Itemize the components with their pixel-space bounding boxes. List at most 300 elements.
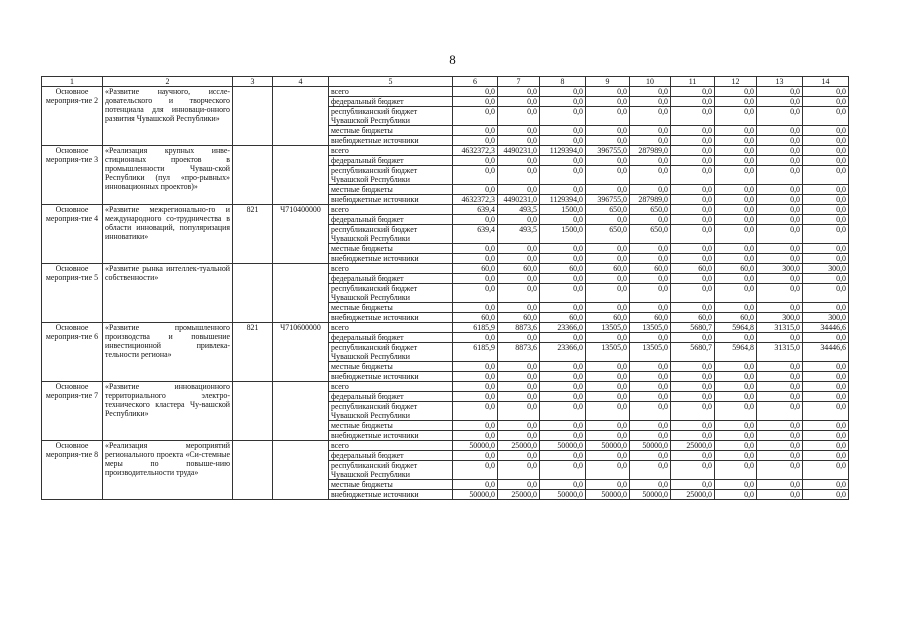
- amount-cell: 0,0: [671, 431, 715, 441]
- event-ministry-code: 821: [233, 205, 273, 264]
- amount-cell: 0,0: [453, 126, 498, 136]
- column-header-3: 3: [233, 77, 273, 87]
- column-header-2: 2: [103, 77, 233, 87]
- funding-source: местные бюджеты: [329, 244, 453, 254]
- funding-source: федеральный бюджет: [329, 215, 453, 225]
- amount-cell: 60,0: [715, 313, 757, 323]
- amount-cell: 0,0: [540, 244, 586, 254]
- amount-cell: 0,0: [586, 244, 630, 254]
- amount-cell: 0,0: [803, 333, 849, 343]
- amount-cell: 8873,6: [498, 343, 540, 362]
- amount-cell: 60,0: [498, 313, 540, 323]
- amount-cell: 0,0: [630, 215, 671, 225]
- amount-cell: 0,0: [540, 333, 586, 343]
- amount-cell: 0,0: [715, 215, 757, 225]
- event-program-code: Ч710400000: [273, 205, 329, 264]
- table-row: [42, 441, 849, 451]
- amount-cell: 0,0: [498, 156, 540, 166]
- amount-cell: 0,0: [757, 195, 803, 205]
- amount-cell: 0,0: [453, 421, 498, 431]
- amount-cell: 0,0: [630, 97, 671, 107]
- amount-cell: 0,0: [671, 205, 715, 215]
- amount-cell: 60,0: [630, 313, 671, 323]
- amount-cell: 0,0: [586, 451, 630, 461]
- amount-cell: 0,0: [757, 97, 803, 107]
- amount-cell: 0,0: [671, 461, 715, 480]
- table-row: [42, 146, 849, 156]
- column-header-6: 6: [453, 77, 498, 87]
- funding-source: республиканский бюджет Чувашской Республики: [329, 166, 453, 185]
- event-title: «Развитие научного, иссле-довательского и творческого потенциала для инноваци-онного развития Чувашской Республики»: [103, 87, 233, 146]
- amount-cell: 0,0: [803, 274, 849, 284]
- amount-cell: 31315,0: [757, 343, 803, 362]
- amount-cell: 0,0: [498, 284, 540, 303]
- funding-source: всего: [329, 382, 453, 392]
- event-title: «Развитие межрегионально-го и международного со-трудничества в области инноваций, популяризация инноватики»: [103, 205, 233, 264]
- column-header-4: 4: [273, 77, 329, 87]
- amount-cell: 0,0: [757, 107, 803, 126]
- amount-cell: 0,0: [630, 392, 671, 402]
- amount-cell: 0,0: [453, 254, 498, 264]
- amount-cell: 0,0: [671, 244, 715, 254]
- amount-cell: 13505,0: [630, 343, 671, 362]
- amount-cell: 0,0: [498, 372, 540, 382]
- table-row: [42, 205, 849, 215]
- amount-cell: 0,0: [671, 136, 715, 146]
- amount-cell: 0,0: [630, 136, 671, 146]
- amount-cell: 0,0: [671, 382, 715, 392]
- amount-cell: 50000,0: [453, 490, 498, 500]
- amount-cell: 0,0: [757, 205, 803, 215]
- event-label: Основное мероприя-тие 2: [42, 87, 103, 146]
- amount-cell: 0,0: [757, 333, 803, 343]
- amount-cell: 0,0: [498, 136, 540, 146]
- amount-cell: 34446,6: [803, 343, 849, 362]
- amount-cell: 396755,0: [586, 146, 630, 156]
- amount-cell: 0,0: [803, 126, 849, 136]
- budget-table: [41, 76, 849, 500]
- event-ministry-code: [233, 264, 273, 323]
- event-program-code: [273, 382, 329, 441]
- amount-cell: 1129394,0: [540, 195, 586, 205]
- funding-source: федеральный бюджет: [329, 392, 453, 402]
- amount-cell: 0,0: [540, 402, 586, 421]
- amount-cell: 0,0: [715, 136, 757, 146]
- funding-source: всего: [329, 323, 453, 333]
- amount-cell: 0,0: [715, 382, 757, 392]
- amount-cell: 650,0: [586, 225, 630, 244]
- amount-cell: 0,0: [586, 284, 630, 303]
- amount-cell: 0,0: [630, 461, 671, 480]
- amount-cell: 0,0: [757, 451, 803, 461]
- amount-cell: 0,0: [671, 146, 715, 156]
- amount-cell: 0,0: [803, 166, 849, 185]
- table-row: [42, 323, 849, 333]
- amount-cell: 0,0: [715, 126, 757, 136]
- column-header-10: 10: [630, 77, 671, 87]
- amount-cell: 0,0: [671, 185, 715, 195]
- funding-source: федеральный бюджет: [329, 156, 453, 166]
- amount-cell: 0,0: [453, 372, 498, 382]
- amount-cell: 0,0: [630, 333, 671, 343]
- amount-cell: 0,0: [453, 382, 498, 392]
- amount-cell: 0,0: [586, 372, 630, 382]
- amount-cell: 25000,0: [498, 490, 540, 500]
- amount-cell: 0,0: [453, 461, 498, 480]
- amount-cell: 0,0: [453, 166, 498, 185]
- amount-cell: 0,0: [715, 166, 757, 185]
- amount-cell: 60,0: [586, 313, 630, 323]
- amount-cell: 0,0: [671, 451, 715, 461]
- amount-cell: 0,0: [630, 303, 671, 313]
- amount-cell: 0,0: [498, 392, 540, 402]
- amount-cell: 0,0: [498, 382, 540, 392]
- amount-cell: 0,0: [540, 87, 586, 97]
- amount-cell: 0,0: [540, 362, 586, 372]
- funding-source: местные бюджеты: [329, 126, 453, 136]
- amount-cell: 0,0: [540, 461, 586, 480]
- amount-cell: 650,0: [586, 205, 630, 215]
- amount-cell: 0,0: [671, 126, 715, 136]
- amount-cell: 300,0: [757, 313, 803, 323]
- amount-cell: 5964,8: [715, 323, 757, 333]
- amount-cell: 0,0: [757, 461, 803, 480]
- amount-cell: 0,0: [453, 185, 498, 195]
- funding-source: местные бюджеты: [329, 362, 453, 372]
- amount-cell: 0,0: [630, 166, 671, 185]
- event-program-code: [273, 146, 329, 205]
- funding-source: внебюджетные источники: [329, 490, 453, 500]
- column-header-1: 1: [42, 77, 103, 87]
- amount-cell: 0,0: [671, 274, 715, 284]
- amount-cell: 639,4: [453, 205, 498, 215]
- funding-source: внебюджетные источники: [329, 136, 453, 146]
- amount-cell: 6185,9: [453, 323, 498, 333]
- amount-cell: 493,5: [498, 205, 540, 215]
- amount-cell: 0,0: [586, 382, 630, 392]
- amount-cell: 0,0: [757, 126, 803, 136]
- amount-cell: 0,0: [671, 215, 715, 225]
- event-label: Основное мероприя-тие 6: [42, 323, 103, 382]
- amount-cell: 0,0: [671, 107, 715, 126]
- amount-cell: 0,0: [803, 461, 849, 480]
- event-ministry-code: [233, 441, 273, 500]
- funding-source: федеральный бюджет: [329, 451, 453, 461]
- amount-cell: 0,0: [540, 421, 586, 431]
- amount-cell: 0,0: [715, 205, 757, 215]
- amount-cell: 0,0: [586, 274, 630, 284]
- amount-cell: 0,0: [757, 215, 803, 225]
- amount-cell: 0,0: [715, 392, 757, 402]
- amount-cell: 0,0: [671, 480, 715, 490]
- amount-cell: 0,0: [715, 372, 757, 382]
- amount-cell: 13505,0: [630, 323, 671, 333]
- amount-cell: 0,0: [715, 431, 757, 441]
- amount-cell: 60,0: [498, 264, 540, 274]
- amount-cell: 0,0: [586, 97, 630, 107]
- amount-cell: 650,0: [630, 205, 671, 215]
- amount-cell: 0,0: [453, 333, 498, 343]
- amount-cell: 0,0: [498, 215, 540, 225]
- amount-cell: 0,0: [757, 392, 803, 402]
- amount-cell: 50000,0: [630, 490, 671, 500]
- amount-cell: 0,0: [671, 372, 715, 382]
- amount-cell: 4632372,3: [453, 195, 498, 205]
- amount-cell: 0,0: [630, 126, 671, 136]
- amount-cell: 0,0: [540, 107, 586, 126]
- amount-cell: 0,0: [498, 461, 540, 480]
- event-label: Основное мероприя-тие 8: [42, 441, 103, 500]
- amount-cell: 0,0: [453, 274, 498, 284]
- amount-cell: 0,0: [498, 244, 540, 254]
- funding-source: федеральный бюджет: [329, 274, 453, 284]
- amount-cell: 60,0: [586, 264, 630, 274]
- funding-source: республиканский бюджет Чувашской Республики: [329, 343, 453, 362]
- amount-cell: 0,0: [453, 107, 498, 126]
- amount-cell: 0,0: [498, 451, 540, 461]
- amount-cell: 0,0: [803, 441, 849, 451]
- amount-cell: 0,0: [586, 431, 630, 441]
- amount-cell: 0,0: [540, 126, 586, 136]
- amount-cell: 0,0: [757, 136, 803, 146]
- amount-cell: 0,0: [803, 185, 849, 195]
- amount-cell: 5964,8: [715, 343, 757, 362]
- amount-cell: 0,0: [803, 136, 849, 146]
- amount-cell: 0,0: [757, 431, 803, 441]
- funding-source: республиканский бюджет Чувашской Республики: [329, 225, 453, 244]
- amount-cell: 0,0: [453, 480, 498, 490]
- event-program-code: Ч710600000: [273, 323, 329, 382]
- amount-cell: 300,0: [757, 264, 803, 274]
- amount-cell: 0,0: [453, 87, 498, 97]
- amount-cell: 0,0: [757, 244, 803, 254]
- amount-cell: 0,0: [453, 392, 498, 402]
- amount-cell: 0,0: [540, 215, 586, 225]
- amount-cell: 287989,0: [630, 146, 671, 156]
- amount-cell: 0,0: [540, 392, 586, 402]
- amount-cell: 0,0: [498, 166, 540, 185]
- amount-cell: 50000,0: [630, 441, 671, 451]
- funding-source: федеральный бюджет: [329, 97, 453, 107]
- amount-cell: 0,0: [671, 97, 715, 107]
- amount-cell: 5680,7: [671, 323, 715, 333]
- funding-source: республиканский бюджет Чувашской Республики: [329, 107, 453, 126]
- amount-cell: 0,0: [715, 195, 757, 205]
- amount-cell: 0,0: [671, 362, 715, 372]
- amount-cell: 0,0: [757, 166, 803, 185]
- amount-cell: 0,0: [630, 254, 671, 264]
- event-title: «Реализация крупных инве-стиционных проектов в промышленности Чуваш-ской Республики (пул «про-рывных» инновационных проектов)»: [103, 146, 233, 205]
- amount-cell: 0,0: [498, 97, 540, 107]
- amount-cell: 0,0: [540, 382, 586, 392]
- amount-cell: 0,0: [671, 303, 715, 313]
- funding-source: всего: [329, 205, 453, 215]
- funding-source: местные бюджеты: [329, 185, 453, 195]
- amount-cell: 0,0: [671, 225, 715, 244]
- amount-cell: 60,0: [671, 313, 715, 323]
- amount-cell: 0,0: [453, 303, 498, 313]
- amount-cell: 0,0: [630, 431, 671, 441]
- amount-cell: 0,0: [757, 274, 803, 284]
- amount-cell: 0,0: [586, 402, 630, 421]
- amount-cell: 0,0: [630, 402, 671, 421]
- amount-cell: 0,0: [715, 362, 757, 372]
- amount-cell: 0,0: [757, 303, 803, 313]
- page-number: 8: [449, 52, 456, 67]
- funding-source: республиканский бюджет Чувашской Республики: [329, 284, 453, 303]
- amount-cell: 0,0: [630, 362, 671, 372]
- amount-cell: 0,0: [498, 362, 540, 372]
- amount-cell: 0,0: [586, 126, 630, 136]
- amount-cell: 0,0: [540, 274, 586, 284]
- amount-cell: 0,0: [453, 156, 498, 166]
- amount-cell: 0,0: [453, 136, 498, 146]
- event-ministry-code: [233, 382, 273, 441]
- amount-cell: 0,0: [803, 205, 849, 215]
- amount-cell: 23366,0: [540, 343, 586, 362]
- amount-cell: 1500,0: [540, 205, 586, 215]
- amount-cell: 0,0: [803, 480, 849, 490]
- amount-cell: 300,0: [803, 313, 849, 323]
- amount-cell: 0,0: [498, 431, 540, 441]
- amount-cell: 0,0: [715, 303, 757, 313]
- amount-cell: 0,0: [630, 107, 671, 126]
- amount-cell: 0,0: [671, 166, 715, 185]
- amount-cell: 0,0: [757, 421, 803, 431]
- amount-cell: 0,0: [757, 480, 803, 490]
- amount-cell: 0,0: [757, 156, 803, 166]
- amount-cell: 1500,0: [540, 225, 586, 244]
- amount-cell: 0,0: [586, 421, 630, 431]
- event-label: Основное мероприя-тие 5: [42, 264, 103, 323]
- amount-cell: 639,4: [453, 225, 498, 244]
- amount-cell: 0,0: [671, 421, 715, 431]
- amount-cell: 0,0: [803, 362, 849, 372]
- amount-cell: 0,0: [540, 480, 586, 490]
- amount-cell: 0,0: [540, 372, 586, 382]
- amount-cell: 0,0: [715, 87, 757, 97]
- amount-cell: 0,0: [540, 185, 586, 195]
- amount-cell: 0,0: [803, 156, 849, 166]
- header-row: [42, 77, 849, 87]
- amount-cell: 0,0: [715, 284, 757, 303]
- funding-source: республиканский бюджет Чувашской Республики: [329, 402, 453, 421]
- amount-cell: 0,0: [498, 402, 540, 421]
- amount-cell: 0,0: [715, 97, 757, 107]
- column-header-11: 11: [671, 77, 715, 87]
- amount-cell: 0,0: [757, 225, 803, 244]
- funding-source: внебюджетные источники: [329, 431, 453, 441]
- table-row: [42, 264, 849, 274]
- amount-cell: 0,0: [803, 146, 849, 156]
- amount-cell: 0,0: [453, 97, 498, 107]
- amount-cell: 0,0: [630, 284, 671, 303]
- amount-cell: 0,0: [586, 166, 630, 185]
- amount-cell: 396755,0: [586, 195, 630, 205]
- amount-cell: 0,0: [715, 461, 757, 480]
- event-title: «Развитие рынка интеллек-туальной собственности»: [103, 264, 233, 323]
- amount-cell: 0,0: [715, 441, 757, 451]
- amount-cell: 0,0: [757, 284, 803, 303]
- amount-cell: 0,0: [630, 421, 671, 431]
- amount-cell: 0,0: [453, 215, 498, 225]
- amount-cell: 650,0: [630, 225, 671, 244]
- amount-cell: 0,0: [757, 372, 803, 382]
- column-header-12: 12: [715, 77, 757, 87]
- amount-cell: 0,0: [803, 421, 849, 431]
- amount-cell: 0,0: [630, 185, 671, 195]
- event-label: Основное мероприя-тие 7: [42, 382, 103, 441]
- amount-cell: 0,0: [803, 225, 849, 244]
- amount-cell: 60,0: [453, 313, 498, 323]
- amount-cell: 4490231,0: [498, 146, 540, 156]
- amount-cell: 0,0: [757, 441, 803, 451]
- amount-cell: 25000,0: [671, 441, 715, 451]
- amount-cell: 31315,0: [757, 323, 803, 333]
- amount-cell: 0,0: [586, 392, 630, 402]
- funding-source: внебюджетные источники: [329, 195, 453, 205]
- funding-source: внебюджетные источники: [329, 254, 453, 264]
- amount-cell: 4490231,0: [498, 195, 540, 205]
- amount-cell: 0,0: [586, 333, 630, 343]
- amount-cell: 0,0: [715, 490, 757, 500]
- funding-source: всего: [329, 264, 453, 274]
- event-title: «Развитие инновационного территориального электро-технического кластера Чу-вашской Республики»: [103, 382, 233, 441]
- amount-cell: 4632372,3: [453, 146, 498, 156]
- amount-cell: 0,0: [498, 421, 540, 431]
- amount-cell: 0,0: [453, 431, 498, 441]
- amount-cell: 0,0: [630, 451, 671, 461]
- amount-cell: 0,0: [715, 402, 757, 421]
- amount-cell: 13505,0: [586, 323, 630, 333]
- amount-cell: 0,0: [498, 107, 540, 126]
- amount-cell: 0,0: [715, 107, 757, 126]
- amount-cell: 0,0: [715, 225, 757, 244]
- amount-cell: 23366,0: [540, 323, 586, 333]
- event-ministry-code: [233, 146, 273, 205]
- amount-cell: 25000,0: [671, 490, 715, 500]
- amount-cell: 0,0: [803, 97, 849, 107]
- column-header-14: 14: [803, 77, 849, 87]
- funding-source: внебюджетные источники: [329, 372, 453, 382]
- column-header-9: 9: [586, 77, 630, 87]
- amount-cell: 0,0: [453, 244, 498, 254]
- funding-source: республиканский бюджет Чувашской Республики: [329, 461, 453, 480]
- event-title: «Развитие промышленного производства и повышение инвестиционной привлека-тельности региона»: [103, 323, 233, 382]
- amount-cell: 13505,0: [586, 343, 630, 362]
- amount-cell: 0,0: [586, 362, 630, 372]
- table-row: [42, 87, 849, 97]
- amount-cell: 60,0: [715, 264, 757, 274]
- amount-cell: 0,0: [540, 156, 586, 166]
- amount-cell: 0,0: [803, 87, 849, 97]
- amount-cell: 0,0: [671, 87, 715, 97]
- amount-cell: 0,0: [498, 254, 540, 264]
- amount-cell: 493,5: [498, 225, 540, 244]
- amount-cell: 0,0: [586, 480, 630, 490]
- amount-cell: 0,0: [715, 421, 757, 431]
- amount-cell: 0,0: [803, 195, 849, 205]
- amount-cell: 0,0: [498, 185, 540, 195]
- amount-cell: 50000,0: [540, 441, 586, 451]
- amount-cell: 25000,0: [498, 441, 540, 451]
- column-header-7: 7: [498, 77, 540, 87]
- amount-cell: 0,0: [498, 333, 540, 343]
- amount-cell: 0,0: [715, 480, 757, 490]
- amount-cell: 0,0: [630, 480, 671, 490]
- amount-cell: 0,0: [540, 97, 586, 107]
- event-program-code: [273, 441, 329, 500]
